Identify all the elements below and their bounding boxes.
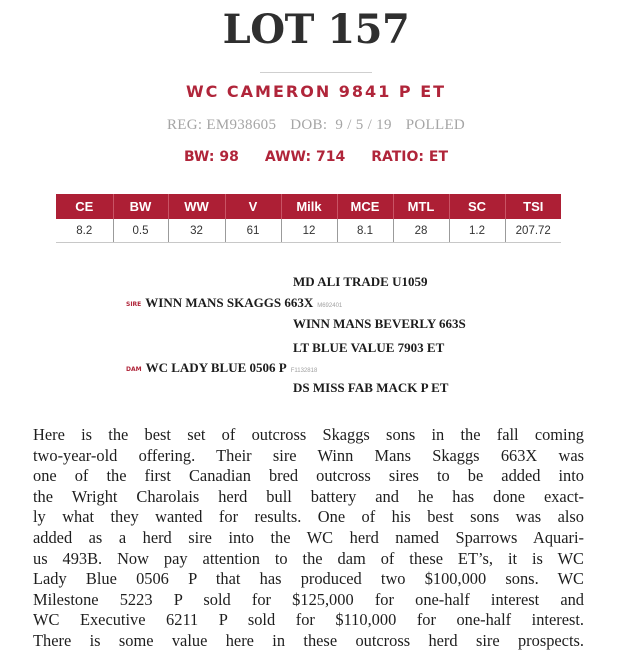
registration-info <box>0 117 632 134</box>
description-line: one of the first Canadian bred outcross sires to be added into <box>33 466 584 486</box>
epd-header-mtl: MTL <box>393 194 449 219</box>
reg-number: REG: EM938605 <box>166 117 277 133</box>
animal-name: WC CAMERON 9841 P ET <box>185 82 447 101</box>
epd-header-sc: SC <box>449 194 505 219</box>
pedigree-sire-line <box>126 295 342 311</box>
description-line: ly what they wanted for results. One of his best sons was also <box>33 507 584 527</box>
epd-value-row <box>56 219 561 243</box>
dam-reg-number: F1132818 <box>290 368 318 374</box>
epd-header-ce: CE <box>56 194 113 219</box>
epd-value-bw: 0.5 <box>113 219 168 243</box>
pedigree-dam-line <box>126 360 317 376</box>
birth-weight: BW: 98 <box>183 149 239 165</box>
weights-row <box>0 149 632 165</box>
epd-header-ww: WW <box>168 194 225 219</box>
epd-header-mce: MCE <box>337 194 393 219</box>
description-line: us 493B. Now pay attention to the dam of these ET’s, it is WC <box>33 548 584 568</box>
pedigree-dam-sire: LT BLUE VALUE 7903 ET <box>293 340 445 355</box>
epd-value-sc: 1.2 <box>449 219 505 243</box>
pedigree-dam: WC LADY BLUE 0506 P <box>145 360 287 375</box>
epd-value-ww: 32 <box>168 219 225 243</box>
epd-value-ce: 8.2 <box>56 219 113 243</box>
pedigree-dam-dam: DS MISS FAB MACK P ET <box>293 380 449 395</box>
sire-reg-number: M692401 <box>317 303 343 309</box>
epd-value-v: 61 <box>225 219 281 243</box>
epd-value-tsi: 207.72 <box>505 219 561 243</box>
pedigree-sire: WINN MANS SKAGGS 663X <box>145 295 314 310</box>
description-line: the Wright Charolais herd bull battery and he has done exact- <box>33 486 584 506</box>
dob: DOB: 9 / 5 / 19 <box>290 117 392 133</box>
pedigree-sire-sire: MD ALI TRADE U1059 <box>293 274 428 289</box>
epd-header-milk: Milk <box>281 194 337 219</box>
adj-weaning-weight: AWW: 714 <box>264 149 346 165</box>
epd-header-row <box>56 194 561 219</box>
epd-header-bw: BW <box>113 194 168 219</box>
title-divider <box>260 72 372 73</box>
description-line: WC Executive 6211 P sold for $110,000 for one-half interest. <box>33 610 584 630</box>
epd-value-mtl: 28 <box>393 219 449 243</box>
dam-label: DAM <box>126 366 142 373</box>
epd-table <box>56 194 561 243</box>
epd-header-tsi: TSI <box>505 194 561 219</box>
epd-value-mce: 8.1 <box>337 219 393 243</box>
description-line: Milestone 5223 P sold for $125,000 for one-half interest and <box>33 589 584 609</box>
description-line: added as a herd sire into the WC herd named Sparrows Aquari- <box>33 527 584 547</box>
ratio: RATIO: ET <box>371 149 448 165</box>
epd-value-milk: 12 <box>281 219 337 243</box>
description-line: There is some value here in these outcross herd sire prospects. <box>33 630 584 650</box>
polled-status: POLLED <box>405 117 466 133</box>
description-paragraph <box>33 425 584 652</box>
description-line: two-year-old offering. Their sire Winn Mans Skaggs 663X was <box>33 445 584 465</box>
pedigree-sire-dam: WINN MANS BEVERLY 663S <box>293 316 466 331</box>
description-line: Here is the best set of outcross Skaggs sons in the fall coming <box>33 425 584 444</box>
sire-label: SIRE <box>126 301 142 308</box>
epd-header-v: V <box>225 194 281 219</box>
lot-number: LOT 157 <box>222 6 410 53</box>
description-line: Lady Blue 0506 P that has produced two $100,000 sons. WC <box>33 569 584 589</box>
